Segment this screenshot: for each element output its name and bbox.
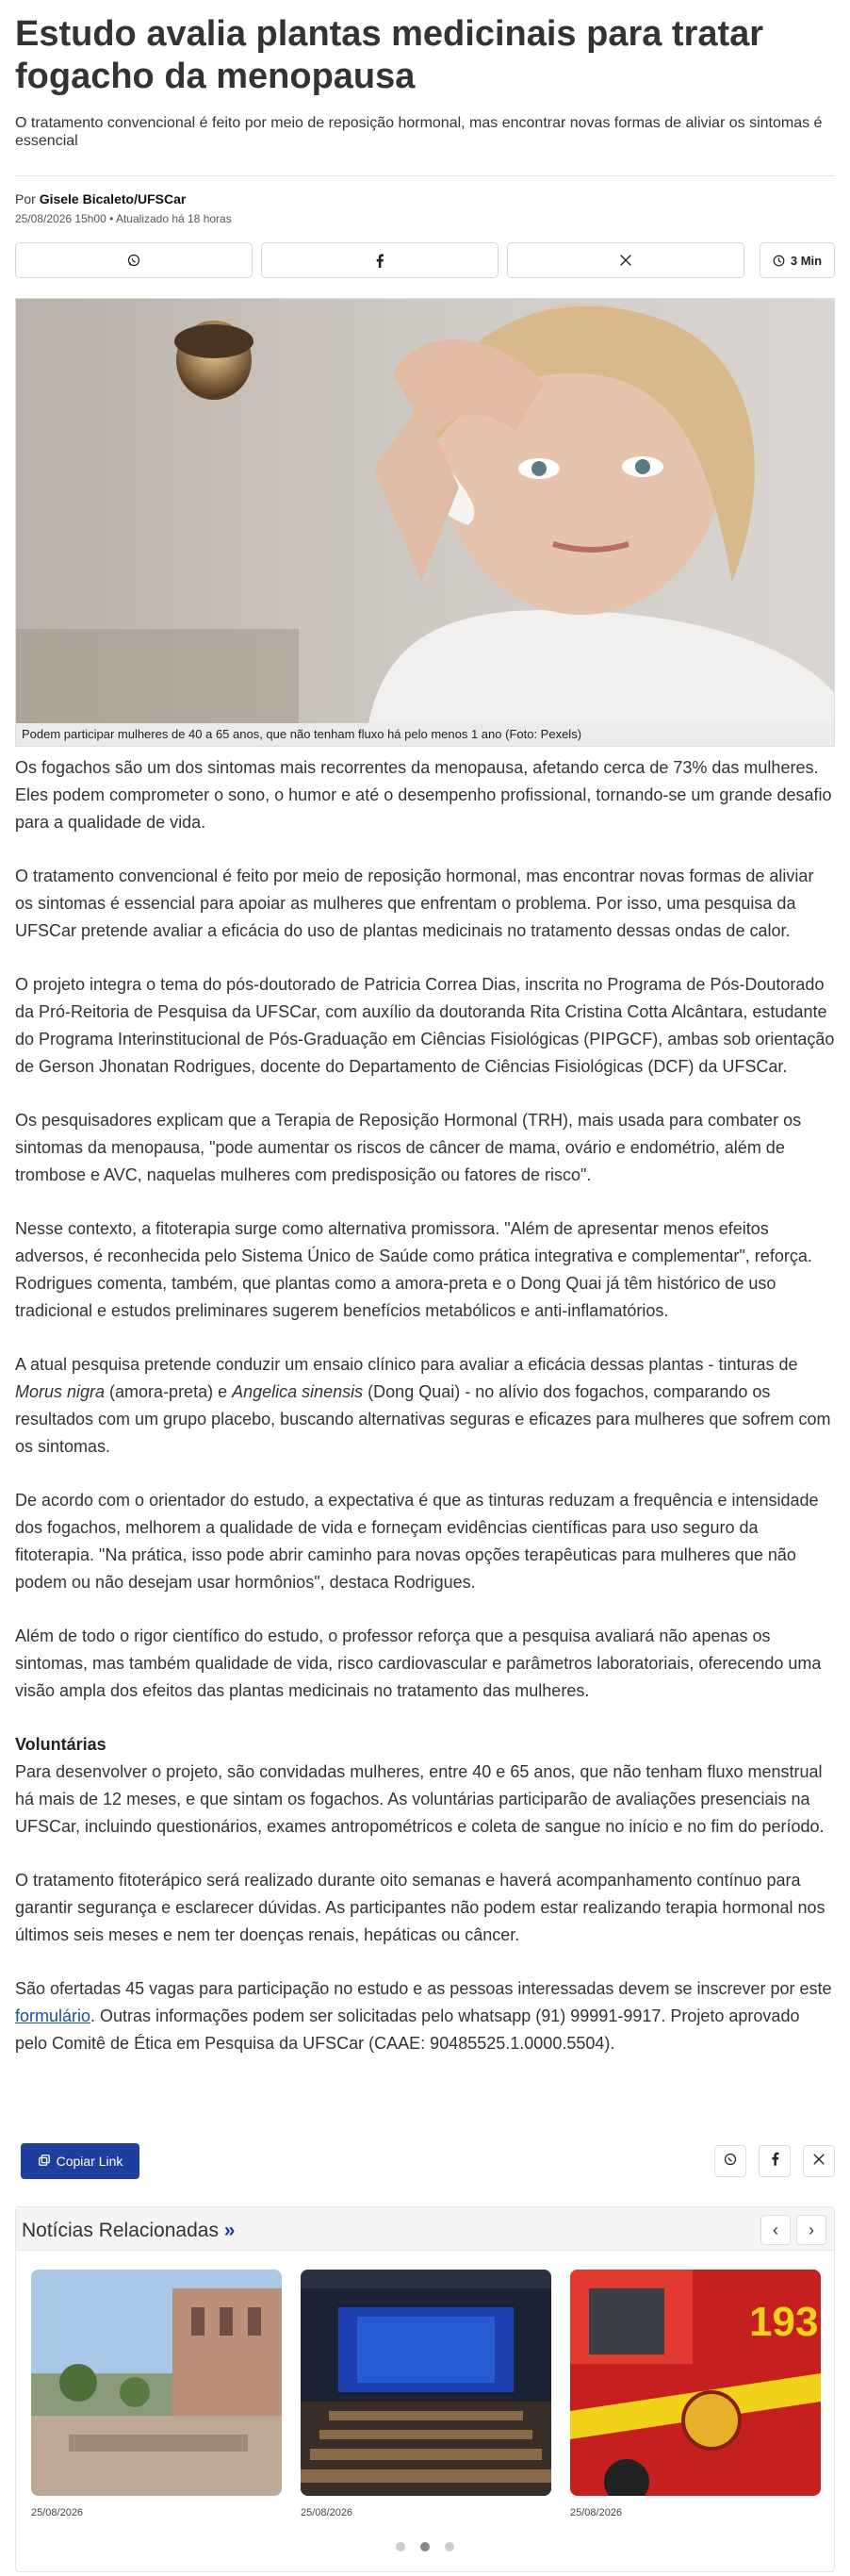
related-card-date: 25/08/2026: [301, 2507, 353, 2518]
paragraph: O projeto integra o tema do pós-doutorado de Patricia Correa Dias, inscrita no Programa de Pós-Doutorado da Pró-Reitoria de Pesquisa da UFSCar, com auxílio da doutoranda Rita Cristina Cotta Alcântara, estudante do Programa Interinstitucional de Pós-Graduação em Ciências Fisiológicas (PIPGCF), ambas sob orientação de Gerson Jhonatan Rodrigues, docente do Departamento de Ciências Fisiológicas (DCF) da UFSCar.: [15, 975, 835, 1076]
double-chevron-icon: »: [223, 2220, 236, 2241]
related-news: [15, 2206, 835, 2572]
article-photo: [15, 298, 835, 747]
text-run: . Outras informações podem ser solicitadas pelo whatsapp (91) 99991-9917. Projeto aprovado pelo Comitê de Ética em Pesquisa da UFSCar (CAAE: 90485525.1.0000.5504).: [15, 2006, 800, 2053]
related-title-text: Notícias Relacionadas: [22, 2220, 219, 2241]
paragraph: Além de todo o rigor científico do estudo, o professor reforça que a pesquisa avaliará não apenas os sintomas, mas também qualidade de vida, risco cardiovascular e parâmetros laboratoriais, oferecendo uma visão ampla dos efeitos das plantas medicinais no tratamento das mulheres.: [15, 1627, 822, 1700]
link-icon: [38, 2154, 51, 2170]
dateline: 25/08/2026 15h00 • Atualizado há 18 horas: [15, 212, 232, 225]
article-title: Estudo avalia plantas medicinais para tratar fogacho da menopausa: [15, 14, 764, 96]
paragraph: Nesse contexto, a fitoterapia surge como alternativa promissora. "Além de apresentar menos efeitos adversos, é reconhecida pelo Sistema Único de Saúde como prática integrativa e complementar", reforça. Rodrigues comenta, também, que plantas como a amora-preta e o Dong Quai já têm histórico de uso tradicional e estudos preliminares sugerem benefícios metabólicos e anti-inflamatórios.: [15, 1219, 812, 1320]
carousel-dot-active[interactable]: [420, 2542, 430, 2551]
article-subtitle: O tratamento convencional é feito por meio de reposição hormonal, mas encontrar novas formas de aliviar os sintomas é essencial: [15, 115, 823, 149]
section-heading: Voluntárias: [15, 1735, 106, 1754]
form-link[interactable]: formulário: [15, 2006, 91, 2025]
whatsapp-icon: [127, 254, 140, 267]
related-card[interactable]: [570, 2270, 821, 2518]
related-news-title[interactable]: [22, 2220, 235, 2242]
chevron-right-icon: ›: [809, 2220, 814, 2239]
share-facebook-button[interactable]: [261, 242, 499, 278]
paragraph: O tratamento fitoterápico será realizado durante oito semanas e haverá acompanhamento contínuo para garantir segurança e esclarecer dúvidas. As participantes não podem estar realizando terapia hormonal nos últimos seis meses e nem ter doenças renais, hepáticas ou câncer.: [15, 1871, 825, 1944]
related-card[interactable]: [31, 2270, 282, 2518]
whatsapp-icon: [724, 2153, 737, 2171]
paragraph: Os fogachos são um dos sintomas mais recorrentes da menopausa, afetando cerca de 73% das mulheres. Eles podem comprometer o sono, o humor e até o desempenho profissional, tornando-se um grande desafio para a qualidade de vida.: [15, 758, 832, 832]
related-card-date: 25/08/2026: [31, 2507, 84, 2518]
byline: [15, 191, 186, 206]
text-run: São ofertadas 45 vagas para participação no estudo e as pessoas interessadas devem se inscrever por este: [15, 1979, 832, 1998]
read-time: 3 Min: [790, 253, 823, 268]
carousel-prev-button[interactable]: [760, 2215, 791, 2245]
woman-photo-illustration: [16, 299, 835, 747]
share-x-button[interactable]: [507, 242, 744, 278]
share-x-button-bottom[interactable]: [803, 2145, 835, 2177]
copy-link-label: Copiar Link: [56, 2154, 123, 2169]
text-run: (Dong Quai) - no alívio dos fogachos, comparando os resultados com um grupo placebo, buscando alternativas seguras e eficazes para mulheres que sofrem com os sintomas.: [15, 1382, 831, 1456]
svg-text:193: 193: [749, 2299, 819, 2345]
photo-caption: Podem participar mulheres de 40 a 65 anos, que não tenham fluxo há pelo menos 1 ano (Foto: Pexels): [16, 723, 834, 746]
x-icon: [619, 254, 632, 267]
paragraph: [15, 1351, 835, 1461]
author-name[interactable]: Gisele Bicaleto/UFSCar: [39, 191, 187, 206]
copy-link-button[interactable]: [21, 2143, 139, 2179]
clock-icon: [773, 255, 785, 267]
paragraph: Para desenvolver o projeto, são convidadas mulheres, entre 40 e 65 anos, que não tenham fluxo menstrual há mais de 12 meses, e que sintam os fogachos. As voluntárias participarão de avaliações presenciais na UFSCar, incluindo questionários, exames antropométricos e coleta de sangue no início e no fim do período.: [15, 1762, 825, 1836]
related-card-image: [31, 2270, 282, 2496]
related-card-image: [570, 2270, 821, 2496]
x-icon: [812, 2153, 825, 2171]
species-name: Morus nigra: [15, 1382, 106, 1401]
related-card-image: [301, 2270, 551, 2496]
share-whatsapp-button-bottom[interactable]: [714, 2145, 746, 2177]
paragraph: [15, 1975, 835, 2057]
facebook-icon: [375, 254, 384, 268]
carousel-dot[interactable]: [445, 2542, 454, 2551]
species-name: Angelica sinensis: [232, 1382, 364, 1401]
chevron-left-icon: ‹: [773, 2220, 778, 2239]
carousel-dot[interactable]: [396, 2542, 405, 2551]
text-run: A atual pesquisa pretende conduzir um ensaio clínico para avaliar a eficácia dessas plantas - tinturas de: [15, 1355, 798, 1374]
facebook-icon: [771, 2152, 779, 2171]
read-time-badge: [760, 242, 835, 278]
related-news-header: [16, 2207, 834, 2251]
share-facebook-button-bottom[interactable]: [759, 2145, 791, 2177]
divider: [15, 175, 835, 176]
related-card[interactable]: [301, 2270, 551, 2518]
paragraph: Os pesquisadores explicam que a Terapia de Reposição Hormonal (TRH), mais usada para combater os sintomas da menopausa, "pode aumentar os riscos de câncer de mama, ovário e endométrio, além de trombose e AVC, naquelas mulheres com predisposição ou fatores de risco".: [15, 1111, 802, 1184]
paragraph: De acordo com o orientador do estudo, a expectativa é que as tinturas reduzam a frequência e intensidade dos fogachos, melhorem a qualidade de vida e forneçam evidências científicas para uso seguro da fitoterapia. "Na prática, isso pode abrir caminho para novas opções terapêuticas para mulheres que não podem ou não desejam usar hormônios", destaca Rodrigues.: [15, 1491, 819, 1592]
paragraph: O tratamento convencional é feito por meio de reposição hormonal, mas encontrar novas formas de aliviar os sintomas é essencial para apoiar as mulheres que enfrentam o problema. Por isso, uma pesquisa da UFSCar pretende avaliar a eficácia do uso de plantas medicinais no tratamento dessas ondas de calor.: [15, 867, 814, 940]
carousel-next-button[interactable]: [796, 2215, 826, 2245]
byline-prefix: Por: [15, 191, 36, 206]
article-body: [15, 754, 835, 2084]
text-run: (amora-preta) e: [105, 1382, 233, 1401]
related-card-date: 25/08/2026: [570, 2507, 623, 2518]
share-whatsapp-button[interactable]: [15, 242, 253, 278]
